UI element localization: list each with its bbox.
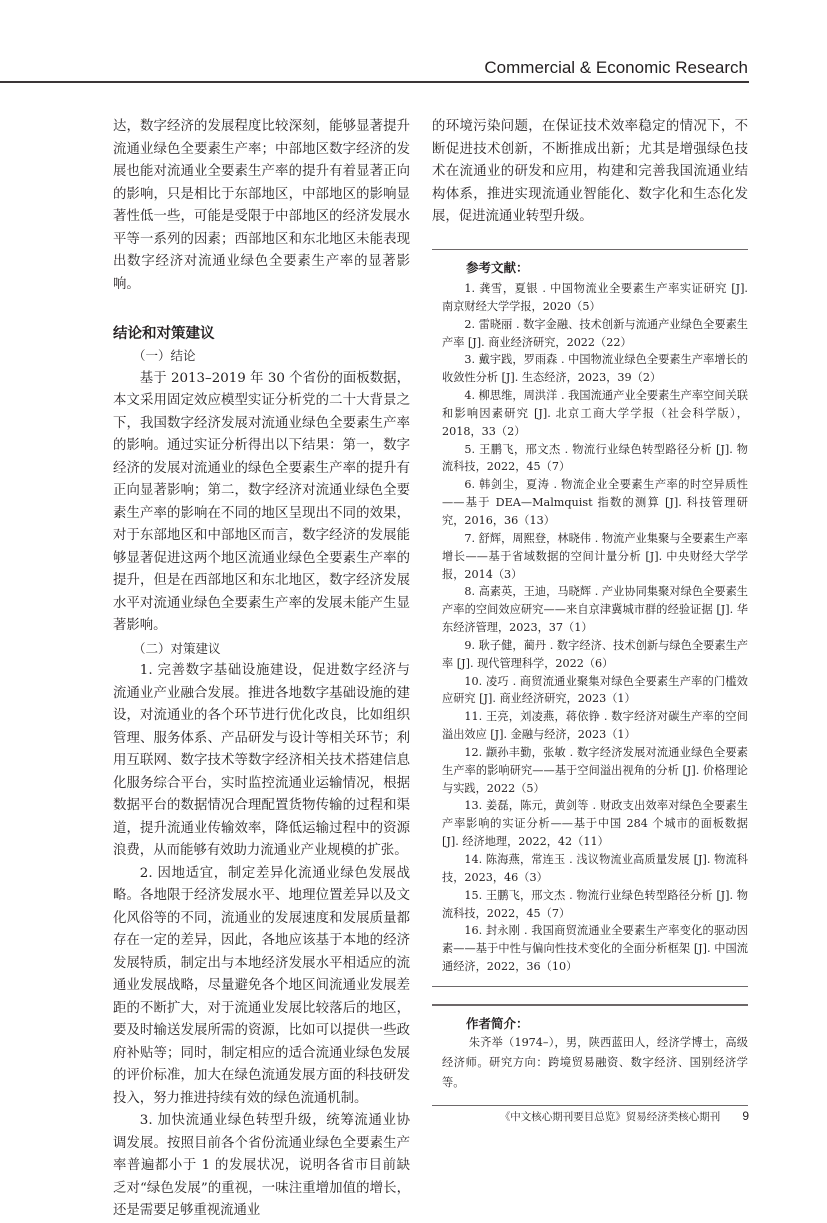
reference-item: 7. 舒辉，周熙登，林晓伟 . 物流产业集聚与全要素生产率增长——基于省域数据的空间计量分析 [J]. 中央财经大学学报，2014（3） bbox=[442, 531, 748, 581]
references-heading: 参考文献： bbox=[466, 260, 529, 275]
divider bbox=[432, 986, 748, 988]
reference-item: 13. 姜磊，陈元，黄剑等 . 财政支出效率对绿色全要素生产率影响的实证分析——基于中国 284 个城市的面板数据 [J]. 经济地理，2022，42（11） bbox=[442, 799, 748, 849]
reference-item: 11. 王亮，刘凌燕，蒋依铮 . 数字经济对碳生产率的空间溢出效应 [J]. 金融与经济，2023（1） bbox=[442, 710, 748, 742]
journal-header-title: Commercial & Economic Research bbox=[484, 58, 748, 77]
paragraph: 基于 2013–2019 年 30 个省份的面板数据，本文采用固定效应模型实证分析党的二十大背景之下，我国数字经济发展对流通业绿色全要素生产率的影响。通过实证分析得出以下结果：第一，数字经济的发展对流通业的绿色全要素生产率的提升有正向显著影响；第二，数字经济对流通业绿色全要素生产率的影响在不同的地区呈现出不同的效果，对于东部地区和中部地区而言，数字经济的发展能够显著促进这两个地区流通业绿色全要素生产率的提升，但是在西部地区和东北地区，数字经济发展水平对流通业绿色全要素生产率的发展未能产生显著影响。 bbox=[113, 370, 410, 633]
reference-item: 8. 高素英，王迪，马晓辉 . 产业协同集聚对绿色全要素生产率的空间效应研究——来自京津冀城市群的经验证据 [J]. 华东经济管理，2023，37（1） bbox=[442, 585, 748, 635]
author-bio-heading: 作者简介： bbox=[466, 1015, 529, 1031]
reference-item: 1. 龚雪，夏银 . 中国物流业全要素生产率实证研究 [J]. 南京财经大学学报，2020（5） bbox=[442, 282, 748, 313]
paragraph: 2. 因地适宜，制定差异化流通业绿色发展战略。各地限于经济发展水平、地理位置差异以及文化风俗等的不同，流通业的发展速度和发展质量都存在一定的差异，因此，各地应该基于本地的经济发展特质，制定出与本地经济发展水平相适应的流通业发展战略，尽量避免各个地区间流通业发展差距的不断扩大，对于流通业发展比较落后的地区，要及时输送发展所需的资源，比如可以提供一些政府补贴等；同时，制定相应的适合流通业绿色发展的评价标准，加大在绿色流通发展方面的科技研发投入，努力推进持续有效的绿色流通机制。 bbox=[113, 865, 410, 1106]
paragraph: 的环境污染问题，在保证技术效率稳定的情况下，不断促进技术创新，不断推成出新；尤其是增强绿色技术在流通业的研发和应用，构建和完善我国流通业结构体系，推进实现流通业智能化、数字化和生态化发展，促进流通业转型升级。 bbox=[432, 119, 748, 224]
page-number: 9 bbox=[742, 1109, 749, 1123]
header-rule bbox=[0, 81, 749, 83]
reference-item: 14. 陈海燕，常连玉 . 浅议物流业高质量发展 [J]. 物流科技，2023，46（3） bbox=[442, 853, 748, 884]
paragraph: 3. 加快流通业绿色转型升级，统筹流通业协调发展。按照目前各个省份流通业绿色全要素生产率普遍都小于 1 的发展状况，说明各省市目前缺乏对“绿色发展”的重视，一味注重增加值的增长，还是需要足够重视流通业 bbox=[113, 1113, 410, 1218]
paragraph: 达，数字经济的发展程度比较深刻，能够显著提升流通业绿色全要素生产率；中部地区数字经济的发展也能对流通业全要素生产率的提升有着显著正向的影响，只是相比于东部地区，中部地区的影响显著性低一些，可能是受限于中部地区的经济发展水平等一系列的因素；西部地区和东北地区未能表现出数字经济对流通业绿色全要素生产率的显著影响。 bbox=[113, 119, 410, 292]
reference-item: 16. 封永刚 . 我国商贸流通业全要素生产率变化的驱动因素——基于中性与偏向性技术变化的全面分析框架 [J]. 中国流通经济，2022，36（10） bbox=[442, 924, 748, 974]
subsection-heading: （一）结论 bbox=[133, 348, 196, 363]
subsection-heading: （二）对策建议 bbox=[133, 640, 221, 656]
references-list bbox=[432, 280, 748, 976]
reference-item: 5. 王鹏飞，邢文杰 . 物流行业绿色转型路径分析 [J]. 物流科技，2022，45（7） bbox=[442, 442, 748, 474]
divider bbox=[432, 249, 748, 251]
reference-item: 2. 雷晓丽 . 数字金融、技术创新与流通产业绿色全要素生产率 [J]. 商业经济研究，2022（22） bbox=[442, 317, 748, 349]
paragraph: 1. 完善数字基础设施建设，促进数字经济与流通业产业融合发展。推进各地数字基础设施的建设，对流通业的各个环节进行优化改良，比如组织管理、服务体系、产品研发与设计等相关环节；利用互联网、数字技术等数字经济相关技术搭建信息化服务综合平台，实时监控流通业运输情况，根据数据平台的数据情况合理配置货物传输的过程和渠道，提升流通业传输效率，降低运输过程中的资源浪费，从而能够有效助力流通业产业规模的扩张。 bbox=[113, 663, 410, 858]
left-column bbox=[113, 116, 410, 1223]
divider bbox=[432, 1004, 748, 1006]
reference-item: 4. 柳思维，周洪洋 . 我国流通产业全要素生产率空间关联和影响因素研究 [J]. 北京工商大学学报（社会科学版），2018，33（2） bbox=[442, 389, 748, 438]
reference-item: 3. 戴宇践，罗雨森 . 中国物流业绿色全要素生产率增长的收敛性分析 [J]. 生态经济，2023，39（2） bbox=[442, 353, 748, 385]
footer-text: 《中文核心期刊要目总览》贸易经济类核心期刊 bbox=[499, 1111, 721, 1123]
reference-item: 15. 王鹏飞，邢文杰 . 物流行业绿色转型路径分析 [J]. 物流科技，2022，45（7） bbox=[442, 888, 748, 920]
divider bbox=[432, 1105, 748, 1107]
section-heading: 结论和对策建议 bbox=[113, 326, 215, 342]
right-column bbox=[432, 116, 748, 1106]
reference-item: 9. 耿子健，蔺丹 . 数字经济、技术创新与绿色全要素生产率 [J]. 现代管理科学，2022（6） bbox=[442, 638, 748, 670]
reference-item: 12. 颛孙丰勤，张敏 . 数字经济发展对流通业绿色全要素生产率的影响研究——基于空间溢出视角的分析 [J]. 价格理论与实践，2022（5） bbox=[442, 745, 748, 795]
author-bio: 朱齐举（1974–），男，陕西蓝田人，经济学博士，高级经济师。研究方向：跨境贸易融资、数字经济、国别经济学等。 bbox=[442, 1035, 748, 1089]
reference-item: 6. 韩剑尘，夏涛 . 物流企业全要素生产率的时空异质性——基于 DEA—Malmquist 指数的测算 [J]. 科技管理研究，2016，36（13） bbox=[442, 478, 748, 527]
reference-item: 10. 凌巧 . 商贸流通业聚集对绿色全要素生产率的门槛效应研究 [J]. 商业经济研究，2023（1） bbox=[442, 674, 748, 706]
page-footer bbox=[500, 1109, 749, 1124]
